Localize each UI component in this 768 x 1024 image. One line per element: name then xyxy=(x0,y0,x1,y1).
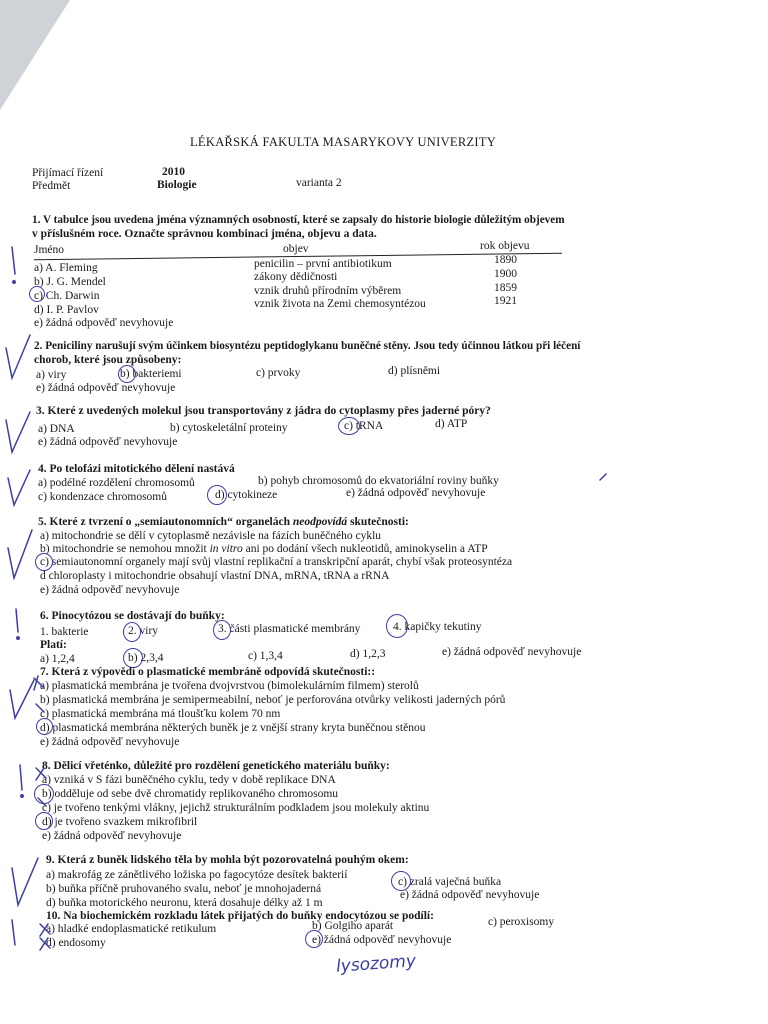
answer-circle xyxy=(36,718,53,735)
exclamation-mark-icon xyxy=(20,765,22,790)
q3-option-e[interactable]: e) žádná odpověď nevyhovuje xyxy=(38,436,178,448)
q1-year-3: 1859 xyxy=(494,282,517,294)
q4-option-c[interactable]: c) kondenzace chromosomů xyxy=(38,491,168,503)
answer-circle xyxy=(213,620,231,640)
q7-option-a[interactable]: a) plasmatická membrána je tvořena dvojvrstvou (bimolekulárním filmem) sterolů xyxy=(40,680,419,692)
q6-item-4: 4. kapičky tekutiny xyxy=(393,621,482,633)
q6-option-e[interactable]: e) žádná odpověď nevyhovuje xyxy=(442,646,582,658)
answer-circle xyxy=(338,417,360,435)
q10-option-d[interactable]: d) endosomy xyxy=(46,937,106,949)
q3-option-c[interactable]: c) tRNA xyxy=(344,420,384,432)
q9-option-e[interactable]: e) žádná odpověď nevyhovuje xyxy=(400,889,540,901)
q4-text: 4. Po telofázi mitotického dělení nastává xyxy=(38,463,235,475)
q1-year-2: 1900 xyxy=(494,268,517,280)
q4-option-d[interactable]: d) cytokineze xyxy=(215,489,278,501)
check-mark-icon xyxy=(12,858,38,905)
answer-circle xyxy=(29,286,45,302)
q5-option-a[interactable]: a) mitochondrie se dělí v cytoplasmě nezávisle na fázích buněčného cyklu xyxy=(40,530,382,542)
admission-label: Přijímací řízení xyxy=(32,167,104,179)
subject-label: Předmět xyxy=(32,180,71,192)
q1-option-a[interactable]: a) A. Fleming xyxy=(34,262,98,274)
q6-item-3: 3. části plasmatické membrány xyxy=(218,623,361,635)
answer-circle xyxy=(305,930,323,948)
q9-option-d[interactable]: d) buňka motorického neuronu, která dosahuje délky až 1 m xyxy=(46,897,323,909)
q2-text-line2: chorob, které jsou způsobeny: xyxy=(34,354,182,366)
check-mark-icon xyxy=(6,412,30,452)
q1-option-c[interactable]: c) Ch. Darwin xyxy=(34,290,100,302)
q1-text-line1: 1. V tabulce jsou uvedena jména významných osobností, které se zapsaly do historie biologie důležitým objevem xyxy=(32,214,565,226)
q7-option-b[interactable]: b) plasmatická membrána je semipermeabilní, neboť je perforována otvůrky velikosti jaderných pórů xyxy=(40,694,506,706)
answer-circle xyxy=(123,648,143,668)
check-mark-icon xyxy=(8,530,32,578)
answer-circle xyxy=(207,485,227,505)
q10-option-b[interactable]: b) Golgiho aparát xyxy=(312,920,394,932)
q3-option-b[interactable]: b) cytoskeletální proteiny xyxy=(170,422,288,434)
q1-option-d[interactable]: d) I. P. Pavlov xyxy=(34,304,99,316)
q6-option-c[interactable]: c) 1,3,4 xyxy=(248,650,283,662)
check-mark-icon xyxy=(8,470,30,505)
q1-col-year: rok objevu xyxy=(480,240,530,252)
q6-option-d[interactable]: d) 1,2,3 xyxy=(350,648,386,660)
q8-option-b[interactable]: b) odděluje od sebe dvě chromatidy replikovaného chromosomu xyxy=(42,788,339,800)
q1-discovery-1: penicilin – první antibiotikum xyxy=(254,258,392,270)
exclamation-mark-icon xyxy=(12,247,15,274)
q2-option-b[interactable]: b) bakteriemi xyxy=(120,368,182,380)
q4-option-b[interactable]: b) pohyb chromosomů do ekvatoriální roviny buňky xyxy=(258,475,499,487)
q5-option-b[interactable]: b) mitochondrie se nemohou množit in vitro ani po dodání všech nukleotidů, aminokyselin a ATP xyxy=(40,543,488,555)
answer-circle xyxy=(386,614,408,638)
subject-value: Biologie xyxy=(157,179,197,191)
q6-item-1: 1. bakterie xyxy=(40,626,89,638)
q1-discovery-3: vznik druhů přírodním výběrem xyxy=(254,285,402,297)
answer-circle xyxy=(35,812,53,830)
q9-option-c[interactable]: c) zralá vaječná buňka xyxy=(398,876,502,888)
q3-text: 3. Které z uvedených molekul jsou transportovány z jádra do cytoplasmy přes jaderné póry? xyxy=(36,405,491,417)
q8-option-a[interactable]: a) vzniká v S fázi buněčného cyklu, tedy v době replikace DNA xyxy=(42,774,336,786)
check-mark-icon xyxy=(6,335,30,378)
handwritten-note: lysozomy xyxy=(335,951,417,977)
q2-option-a[interactable]: a) viry xyxy=(36,369,67,381)
q6-option-b[interactable]: b) 2,3,4 xyxy=(128,652,164,664)
q1-discovery-4: vznik života na Zemi chemosyntézou xyxy=(254,298,426,310)
q1-option-e[interactable]: e) žádná odpověď nevyhovuje xyxy=(34,317,174,329)
check-mark-icon xyxy=(10,680,34,718)
q2-text-line1: 2. Peniciliny narušují svým účinkem biosyntézu peptidoglykanu buněčné stěny. Jsou tedy účinnou látkou při léčení xyxy=(34,340,581,352)
q1-option-b[interactable]: b) J. G. Mendel xyxy=(34,276,106,288)
answer-circle xyxy=(34,784,54,804)
q8-option-c[interactable]: c) je tvořeno tenkými vlákny, jejichž strukturálním podkladem jsou molekuly aktinu xyxy=(42,802,430,814)
q10-text: 10. Na biochemickém rozkladu látek přijatých do buňky endocytózou se podílí: xyxy=(46,910,434,922)
q8-text: 8. Dělicí vřeténko, důležité pro rozdělení genetického materiálu buňky: xyxy=(42,760,390,772)
q8-option-e[interactable]: e) žádná odpověď nevyhovuje xyxy=(42,830,182,842)
q8-option-d[interactable]: d) je tvořeno svazkem mikrofibril xyxy=(42,816,198,828)
answer-circle xyxy=(35,553,53,571)
q6-plati-label: Platí: xyxy=(40,639,67,651)
answer-circle xyxy=(118,365,136,383)
q9-text: 9. Která z buněk lidského těla by mohla být pozorovatelná pouhým okem: xyxy=(46,854,409,866)
q7-text: 7. Která z výpovědí o plasmatické membráně odpovídá skutečnosti:: xyxy=(40,666,376,678)
admission-year: 2010 xyxy=(162,166,185,178)
q2-option-d[interactable]: d) plísněmi xyxy=(388,365,441,377)
q6-text: 6. Pinocytózou se dostávají do buňky: xyxy=(40,610,225,622)
q6-item-2: 2. viry xyxy=(128,625,159,637)
q1-year-1: 1890 xyxy=(494,254,517,266)
q2-option-e[interactable]: e) žádná odpověď nevyhovuje xyxy=(36,382,176,394)
q5-text: 5. Které z tvrzení o „semiautonomních“ organelách neodpovídá skutečnosti: xyxy=(38,516,409,528)
q3-option-a[interactable]: a) DNA xyxy=(38,423,75,435)
q2-option-c[interactable]: c) prvoky xyxy=(256,367,301,379)
q5-option-e[interactable]: e) žádná odpověď nevyhovuje xyxy=(40,584,180,596)
q1-text-line2: v příslušném roce. Označte správnou kombinaci jména, objevu a data. xyxy=(32,228,377,240)
q4-option-a[interactable]: a) podélné rozdělení chromosomů xyxy=(38,477,195,489)
q4-option-e[interactable]: e) žádná odpověď nevyhovuje xyxy=(346,487,486,499)
q1-col-name: Jméno xyxy=(34,244,65,256)
page-title: LÉKAŘSKÁ FAKULTA MASARYKOVY UNIVERZITY xyxy=(190,135,497,149)
variant-label: varianta 2 xyxy=(296,177,342,189)
q5-option-c[interactable]: c) semiautonomní organely mají svůj vlastní replikační a transkripční aparát, chybí však proteosyntéza xyxy=(40,556,513,568)
q1-col-discovery: objev xyxy=(283,243,309,255)
q7-option-e[interactable]: e) žádná odpověď nevyhovuje xyxy=(40,736,180,748)
exclamation-mark-icon xyxy=(16,609,18,632)
answer-circle xyxy=(391,871,411,891)
q9-option-a[interactable]: a) makrofág ze zánětlivého ložiska po fagocytóze desítek bakterií xyxy=(46,869,348,881)
q3-option-d[interactable]: d) ATP xyxy=(435,418,468,430)
answer-circle xyxy=(123,622,141,642)
q10-option-c[interactable]: c) peroxisomy xyxy=(488,916,555,928)
q7-option-d[interactable]: d) plasmatická membrána některých buněk je z vnější strany kryta buněčnou stěnou xyxy=(40,722,426,734)
exclamation-mark-icon xyxy=(12,920,15,945)
q1-discovery-2: zákony dědičnosti xyxy=(254,271,338,283)
q5-option-d[interactable]: d chloroplasty i mitochondrie obsahují vlastní DNA, mRNA, tRNA a rRNA xyxy=(40,570,390,582)
q9-option-b[interactable]: b) buňka příčně pruhovaného svalu, neboť je mnohojaderná xyxy=(46,883,322,895)
q6-option-a[interactable]: a) 1,2,4 xyxy=(40,653,75,665)
q7-option-c[interactable]: c) plasmatická membrána má tloušťku kolem 70 nm xyxy=(40,708,281,720)
q10-option-e[interactable]: e) žádná odpověď nevyhovuje xyxy=(312,934,452,946)
q10-option-a[interactable]: a) hladké endoplasmatické retikulum xyxy=(46,923,217,935)
q1-year-4: 1921 xyxy=(494,295,517,307)
